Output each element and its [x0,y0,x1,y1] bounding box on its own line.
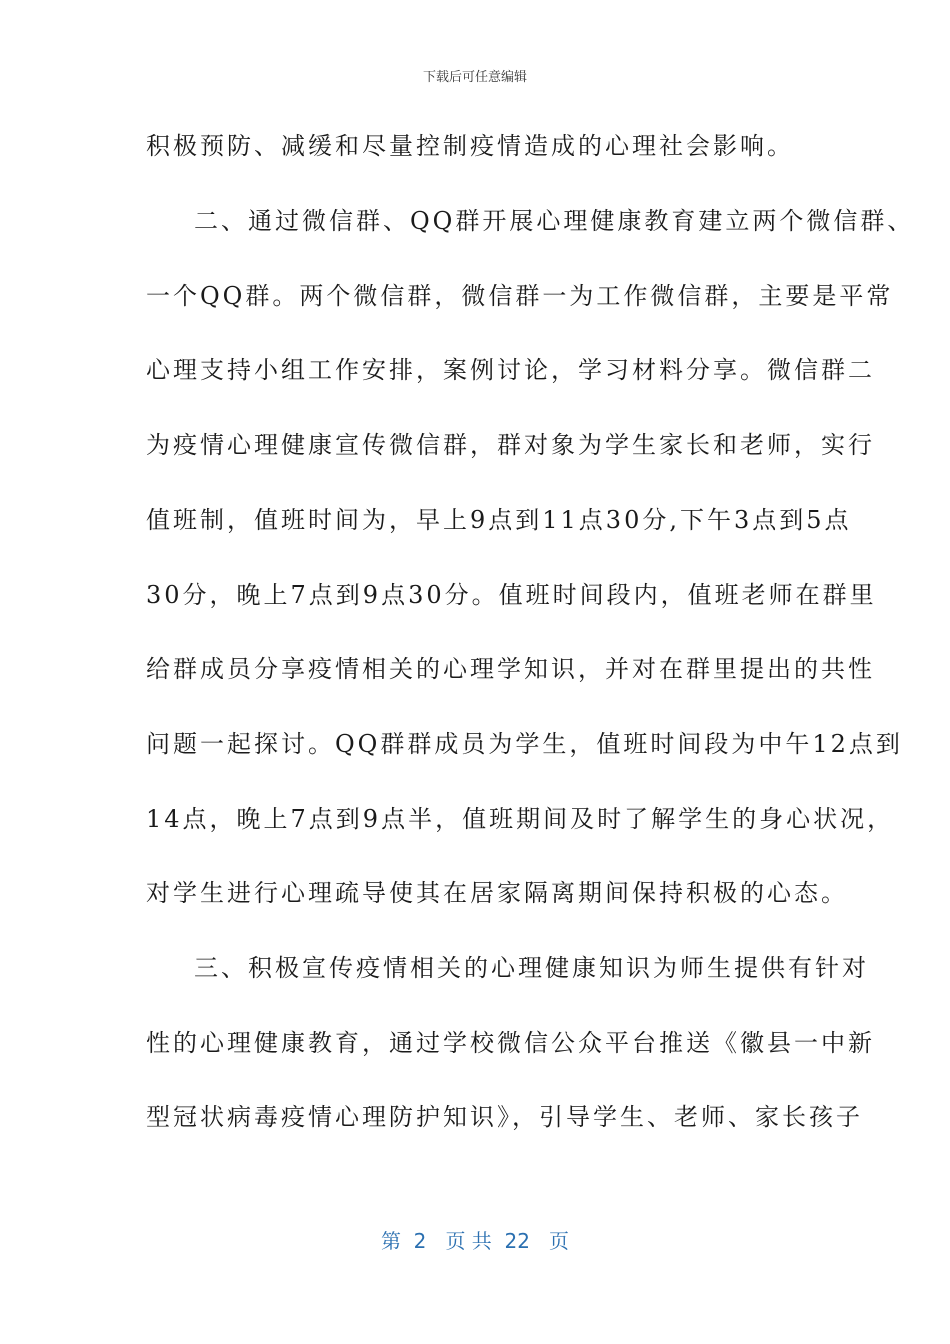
body-line-3: 一个QQ群。两个微信群，微信群一为工作微信群，主要是平常 [146,282,894,310]
body-line-13: 性的心理健康教育，通过学校微信公众平台推送《徽县一中新 [146,1029,875,1057]
body-line-2: 二、通过微信群、QQ群开展心理健康教育建立两个微信群、 [194,207,915,235]
body-line-5: 为疫情心理健康宣传微信群，群对象为学生家长和老师，实行 [146,431,875,459]
body-line-10: 14点，晚上7点到9点半，值班期间及时了解学生的身心状况， [146,805,895,833]
body-line-14: 型冠状病毒疫情心理防护知识》，引导学生、老师、家长孩子 [146,1103,863,1131]
body-line-9: 问题一起探讨。QQ群群成员为学生，值班时间段为中午12点到 [146,730,903,758]
page-number-footer: 第 2 页 共 22 页 [380,1229,570,1253]
body-line-8: 给群成员分享疫情相关的心理学知识，并对在群里提出的共性 [146,655,875,683]
body-line-6: 值班制，值班时间为，早上9点到11点30分,下午3点到5点 [146,506,852,534]
body-line-11: 对学生进行心理疏导使其在居家隔离期间保持积极的心态。 [146,879,848,907]
body-line-4: 心理支持小组工作安排，案例讨论，学习材料分享。微信群二 [146,356,875,384]
body-line-1: 积极预防、减缓和尽量控制疫情造成的心理社会影响。 [146,132,794,160]
header-note: 下载后可任意编辑 [422,70,527,85]
body-line-12: 三、积极宣传疫情相关的心理健康知识为师生提供有针对 [194,954,869,982]
body-line-7: 30分，晚上7点到9点30分。值班时间段内，值班老师在群里 [146,581,877,609]
